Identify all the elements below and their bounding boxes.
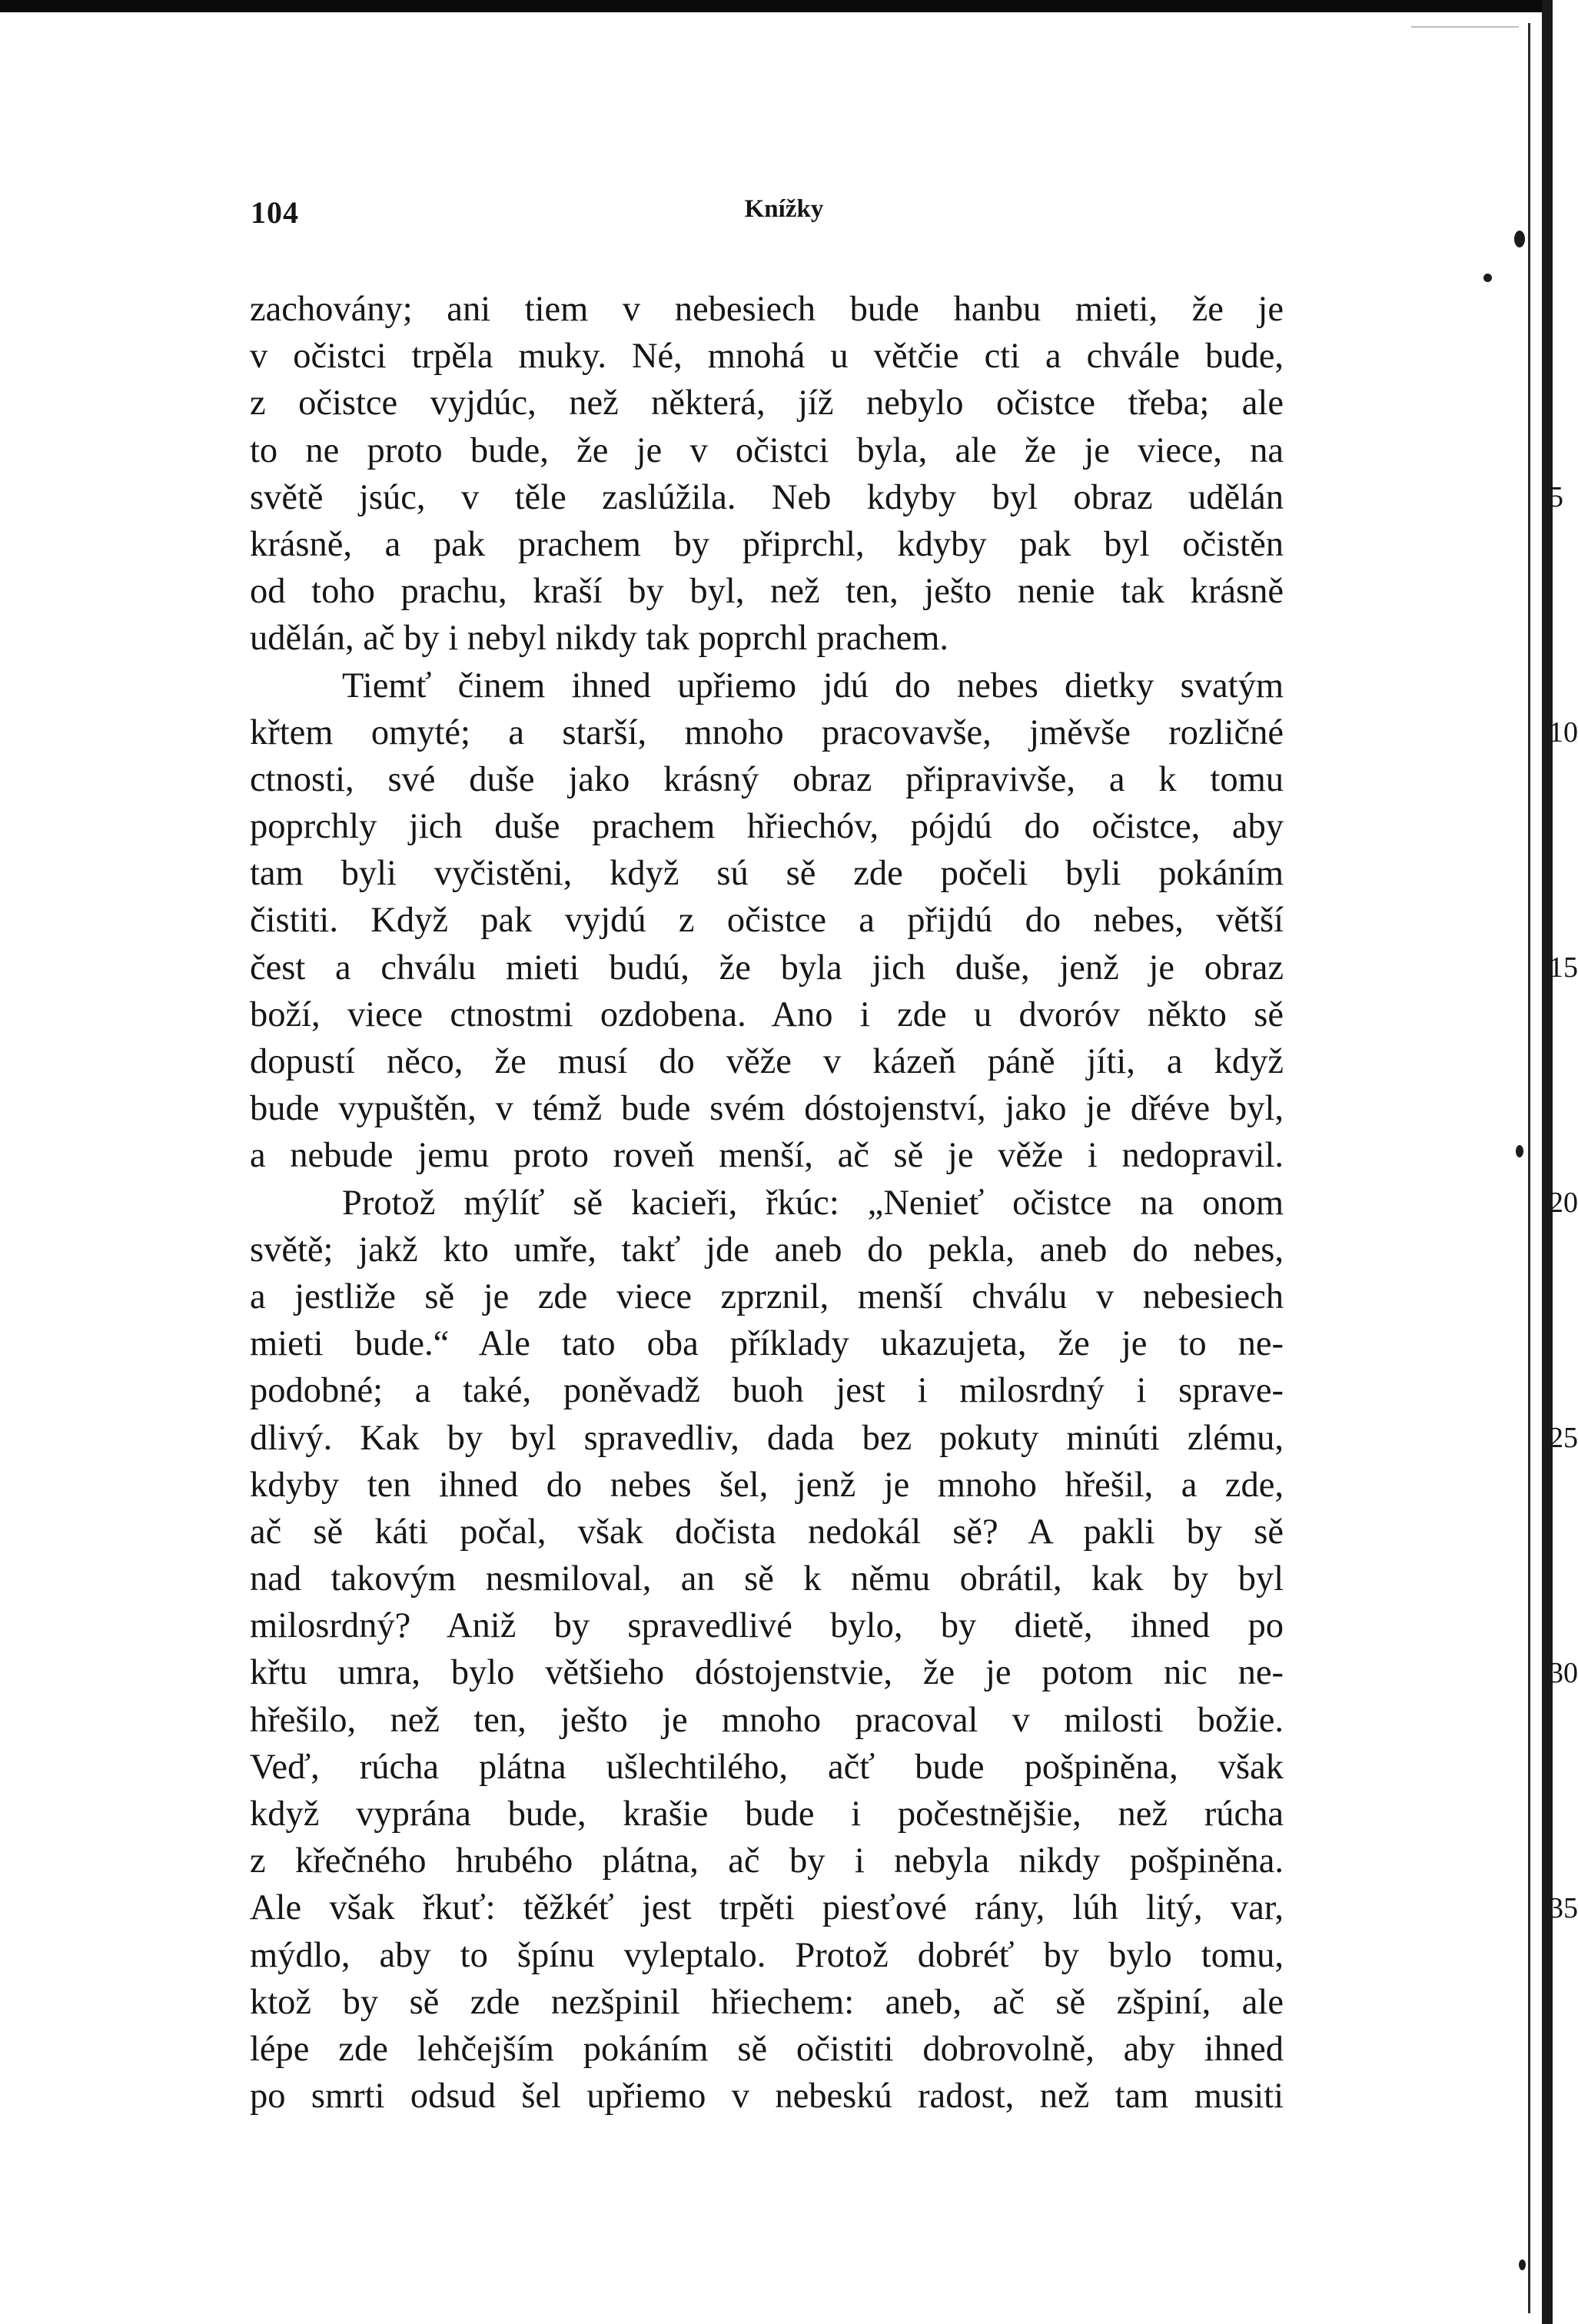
text-line: kdyby ten ihned do nebes šel, jenž je mnoho hřešil, a zde, — [250, 1465, 1284, 1505]
text-line: tam byli vyčistěni, když sú sě zde počeli byli pokáním — [250, 854, 1284, 894]
text-line: z křečného hrubého plátna, ač by i nebyla nikdy pošpiněna. — [250, 1841, 1284, 1881]
text-line: světě; jakž kto umře, takť jde aneb do pekla, aneb do nebes, — [250, 1230, 1284, 1270]
text-line: mýdlo, aby to špínu vyleptalo. Protož dobréť by bylo tomu, — [250, 1935, 1284, 1975]
scan-mark-dot — [1483, 274, 1492, 282]
line-number: 15 — [1549, 951, 1578, 984]
text-line: dopustí něco, že musí do věže v kázeň páně jíti, a když — [250, 1042, 1284, 1081]
text-line: světě jsúc, v těle zaslúžila. Neb kdyby byl obraz udělán — [250, 477, 1284, 517]
scan-mark-dot — [1519, 2259, 1526, 2270]
page-right-rule — [1528, 23, 1530, 2313]
text-line: od toho prachu, kraší by byl, než ten, ješto nenie tak krásně — [250, 572, 1284, 612]
text-line: když vyprána bude, krašie bude i počestnějšie, než rúcha — [250, 1794, 1284, 1834]
scan-mark-dot — [1516, 1145, 1523, 1157]
text-line: ktož by sě zde nezšpinil hřiechem: aneb, ač sě zšpiní, ale — [250, 1982, 1284, 2022]
scan-top-edge — [0, 0, 1553, 12]
running-title: Knížky — [744, 195, 824, 223]
text-line: ač sě káti počal, však dočista nedokál sě? A pakli by sě — [250, 1512, 1284, 1552]
text-line: křtu umra, bylo většieho dóstojenstvie, že je potom nic ne- — [250, 1653, 1284, 1693]
line-number: 20 — [1549, 1186, 1578, 1219]
scan-mark-dot — [1514, 231, 1525, 247]
line-number: 35 — [1549, 1891, 1578, 1924]
text-line: ctnosti, své duše jako krásný obraz připravivše, a k tomu — [250, 759, 1284, 799]
text-line: Protož mýlíť sě kacieři, řkúc: „Nenieť očistce na onom — [342, 1183, 1284, 1223]
body-text — [250, 286, 1578, 2120]
page-number: 104 — [251, 195, 299, 230]
text-line: čest a chválu mieti budú, že byla jich duše, jenž je obraz — [250, 948, 1284, 988]
text-line: a jestliže sě je zde viece zprznil, menší chválu v nebesiech — [250, 1277, 1284, 1316]
scan-right-edge — [1542, 0, 1553, 2324]
text-line: nad takovým nesmiloval, an sě k němu obrátil, kak by byl — [250, 1559, 1284, 1599]
text-line: zachovány; ani tiem v nebesiech bude hanbu mieti, že je — [250, 290, 1284, 329]
text-line: v očistci trpěla muky. Né, mnohá u větčie cti a chvále bude, — [250, 337, 1284, 377]
line-number: 25 — [1549, 1421, 1578, 1454]
text-line: boží, viece ctnostmi ozdobena. Ano i zde u dvoróv někto sě — [250, 994, 1284, 1034]
text-line: po smrti odsud šel upřiemo v nebeskú radost, než tam musiti — [250, 2077, 1284, 2116]
text-line: a nebude jemu proto roveň menší, ač sě je věže i nedopravil. — [250, 1136, 1284, 1176]
text-line: z očistce vyjdúc, než některá, jíž nebylo očistce třeba; ale — [250, 383, 1284, 423]
text-line: čistiti. Když pak vyjdú z očistce a přijdú do nebes, větší — [250, 901, 1284, 941]
text-line: to ne proto bude, že je v očistci byla, ale že je viece, na — [250, 430, 1284, 470]
text-line: poprchly jich duše prachem hřiechóv, pójdú do očistce, aby — [250, 807, 1284, 847]
text-line: krásně, a pak prachem by připrchl, kdyby pak byl očistěn — [250, 524, 1284, 564]
text-line: mieti bude.“ Ale tato oba příklady ukazujeta, že je to ne- — [250, 1324, 1284, 1364]
text-line: Veď, rúcha plátna ušlechtilého, ačť bude pošpiněna, však — [250, 1747, 1284, 1787]
text-line: bude vypuštěn, v témž bude svém dóstojenství, jako je dřéve byl, — [250, 1089, 1284, 1129]
text-line: hřešilo, než ten, ješto je mnoho pracoval v milosti božie. — [250, 1700, 1284, 1740]
text-line: lépe zde lehčejším pokáním sě očistiti dobrovolně, aby ihned — [250, 2029, 1284, 2069]
line-number: 30 — [1549, 1656, 1578, 1689]
text-line: křtem omyté; a starší, mnoho pracovavše, jměvše rozličné — [250, 712, 1284, 752]
scan-edge-rule — [1411, 26, 1519, 28]
text-line: udělán, ač by i nebyl nikdy tak poprchl prachem. — [250, 619, 949, 659]
text-line: dlivý. Kak by byl spravedliv, dada bez pokuty minúti zlému, — [250, 1418, 1284, 1458]
text-line: milosrdný? Aniž by spravedlivé bylo, by dietě, ihned po — [250, 1606, 1284, 1646]
text-line: Tiemť činem ihned upřiemo jdú do nebes dietky svatým — [342, 666, 1284, 706]
line-number: 5 — [1549, 480, 1563, 513]
line-number: 10 — [1549, 715, 1578, 749]
text-line: Ale však řkuť: těžkéť jest trpěti piesťové rány, lúh litý, var, — [250, 1888, 1284, 1928]
text-line: podobné; a také, poněvadž buoh jest i milosrdný i sprave- — [250, 1371, 1284, 1411]
